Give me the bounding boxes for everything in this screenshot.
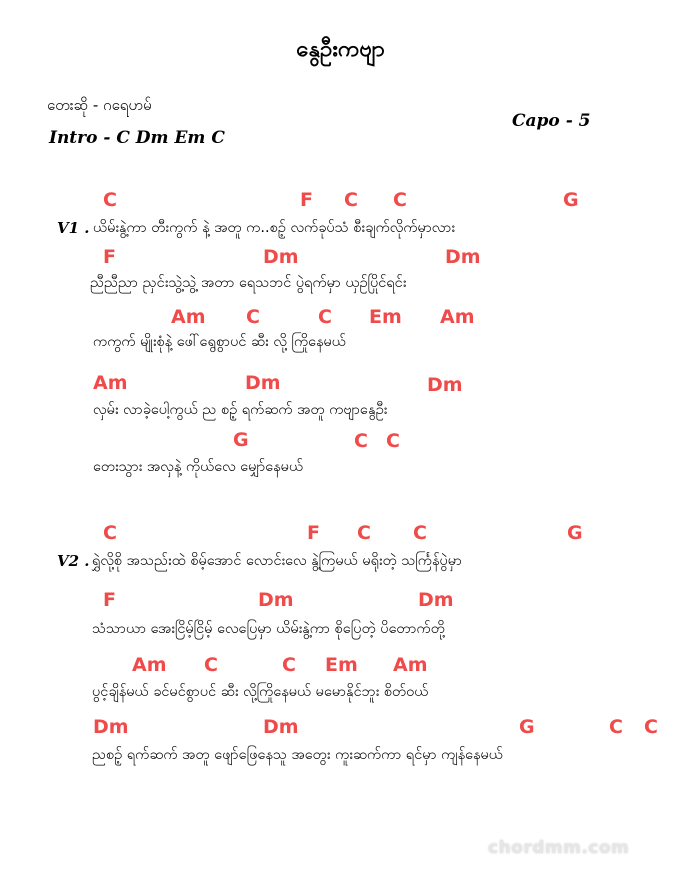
chord: C (204, 654, 218, 676)
capo-label: Capo - 5 (512, 111, 591, 131)
chord: Am (440, 306, 475, 328)
chord: Dm (263, 716, 299, 738)
chord: C (318, 306, 332, 328)
lyric-line: ညီညီညာ ညှင်းသွဲ့သွဲ့ အတာ ရေသဘင် ပွဲရက်မှာ ယှဥ်ပြိုင်ရင်း (90, 275, 407, 291)
singer-credit: တေးဆို - ဂရေဟမ် (47, 96, 152, 114)
site-watermark: chordmm.com (488, 838, 630, 858)
song-title: နွေဦးကဗျာ (296, 37, 385, 62)
chord: C (357, 522, 371, 544)
chord: Em (369, 306, 402, 328)
chord: C (246, 306, 260, 328)
lyric-line: ပွင့်ချိန်မယ် ခင်မင်စွာပင် ဆီး လို့ကြိုနေမယ် မမောနိုင်ဘူး စိတ်ဝယ် (92, 684, 429, 700)
chord: G (567, 522, 583, 544)
lyric-line: လှမ်း လာခဲ့ပေါ့ကွယ် ည စဥ့် ရက်ဆက် အတူ ကဗျာနွေဦး (93, 402, 388, 418)
chord: Am (171, 306, 206, 328)
lyric-line: သံသာယာ အေးငြိမ့်ငြိမ့် လေပြေမှာ ယိမ်းနွဲ့ကာ စိုပြေတဲ့ ပိတောက်တို့ (92, 621, 445, 637)
chord: C (103, 522, 117, 544)
chord: G (233, 429, 249, 451)
intro-chords: Intro - C Dm Em C (49, 128, 225, 148)
chord: Am (93, 372, 128, 394)
chord: Dm (445, 246, 481, 268)
lyric-line: ယိမ်းနွဲ့ကာ တီးကွက် နဲ့ အတူ က..စဥ့် လက်ခုပ်သံ စီးချက်လိုက်မှာလား (93, 220, 456, 236)
lyric-line: ရွှဲလို့စို အသည်းထဲ စိမ့်အောင် လောင်းလေ နွဲ့ကြမယ် မရိုးတဲ့ သင်္ကြန်ပွဲမှာ (92, 553, 463, 569)
verse-label: V2 . (57, 552, 90, 570)
lyric-line: ညစဥ့် ရက်ဆက် အတူ ဖျော်ဖြေနေသူ အတွေး ကူးဆက်ကာ ရင်မှာ ကျန်နေမယ် (92, 747, 503, 763)
verse-label: V1 . (57, 219, 90, 237)
chord: F (307, 522, 320, 544)
chord: Dm (93, 716, 129, 738)
chord: Am (132, 654, 167, 676)
chord: C (344, 189, 358, 211)
chord: C (644, 716, 658, 738)
chord: G (563, 189, 579, 211)
chord: Dm (258, 589, 294, 611)
chord: F (103, 589, 116, 611)
chord: C (609, 716, 623, 738)
chord: C (413, 522, 427, 544)
chord: C (103, 189, 117, 211)
chord: C (354, 430, 368, 452)
chord: Em (325, 654, 358, 676)
chord: C (282, 654, 296, 676)
chord: Dm (418, 589, 454, 611)
chord: C (386, 430, 400, 452)
lyric-line: ကကွက် မျိုးစုံနဲ့ ဖေါ်ရွေစွာပင် ဆီး လို့ ကြိုနေမယ် (93, 334, 346, 350)
chord: G (519, 716, 535, 738)
chord: Dm (427, 374, 463, 396)
chord: Am (393, 654, 428, 676)
lyric-line: တေးသွား အလှနဲ့ ကိုယ်လေ မျှော်နေမယ် (93, 459, 304, 475)
chord: F (300, 189, 313, 211)
chord: F (103, 246, 116, 268)
chord: Dm (245, 372, 281, 394)
chord: C (393, 189, 407, 211)
chord: Dm (263, 246, 299, 268)
